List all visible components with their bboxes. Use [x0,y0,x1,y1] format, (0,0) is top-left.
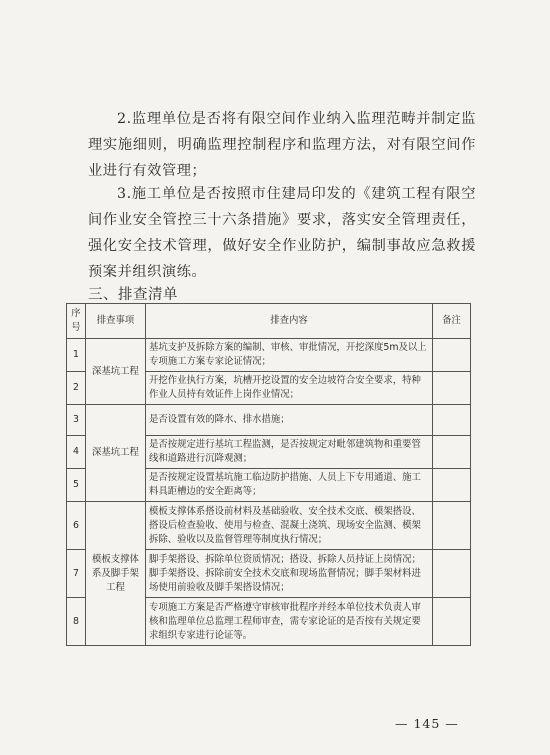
row-note [433,502,471,550]
row-number: 6 [67,502,86,550]
table-row [67,405,471,436]
row-number: 3 [67,405,86,436]
row-note [433,405,471,436]
paragraph-item-3: 3.施工单位是否按照市住建局印发的《建筑工程有限空间作业安全管控三十六条措施》要求，落实安全管理责任，强化安全技术管理，做好安全作业防护，编制事故应急救援预案并组织演练。 [88,186,476,280]
header-note: 备注 [433,304,471,339]
row-content: 是否按规定进行基坑工程监测，是否按规定对毗邻建筑物和重要管线和道路进行沉降观测； [146,436,433,469]
category-cell: 深基坑工程 [86,405,146,502]
row-note [433,372,471,405]
row-content: 开挖作业执行方案，坑槽开挖设置的安全边坡符合安全要求，特种作业人员持有效证件上岗作业情况； [146,372,433,405]
row-content: 是否按规定设置基坑施工临边防护措施、人员上下专用通道、施工料具距槽边的安全距离等； [146,469,433,502]
row-content: 是否设置有效的降水、排水措施； [146,405,433,436]
row-note [433,469,471,502]
table-row [67,339,471,372]
row-note [433,339,471,372]
header-item: 排查事项 [86,304,146,339]
row-content: 基坑支护及拆除方案的编制、审核、审批情况，开挖深度5m及以上专项施工方案专家论证情况； [146,339,433,372]
row-content: 专项施工方案是否严格遵守审核审批程序并经本单位技术负责人审核和监理单位总监理工程师审查，需专家论证的是否按有关规定要求组织专家进行论证等。 [146,598,433,646]
row-note [433,436,471,469]
table-header-row [67,304,471,339]
section-title: 三、排查清单 [88,287,178,303]
row-note [433,598,471,646]
table-row [67,502,471,550]
row-number: 1 [67,339,86,372]
page-number: — 145 — [395,716,459,731]
header-no: 序号 [67,304,86,339]
row-note [433,550,471,598]
row-content: 模板支撑体系搭设前材料及基础验收、安全技术交底、模架搭设、搭设后检查验收、使用与检查、混凝土浇筑、现场安全监测、模架拆除、验收以及监督管理等制度执行情况； [146,502,433,550]
row-number: 7 [67,550,86,598]
paragraph-item-2: 2.监理单位是否将有限空间作业纳入监理范畴并制定监理实施细则，明确监理控制程序和监理方法，对有限空间作业进行有效管理； [88,111,476,179]
category-cell: 深基坑工程 [86,339,146,405]
checklist-table [66,303,471,646]
header-content: 排查内容 [146,304,433,339]
row-content: 脚手架搭设、拆除单位资质情况；搭设、拆除人员持证上岗情况；脚手架搭设、拆除前安全技术交底和现场监督情况；脚手架材料进场使用前验收及脚手架搭设情况； [146,550,433,598]
row-number: 5 [67,469,86,502]
row-number: 4 [67,436,86,469]
category-cell: 模板支撑体系及脚手架工程 [86,502,146,646]
row-number: 8 [67,598,86,646]
row-number: 2 [67,372,86,405]
